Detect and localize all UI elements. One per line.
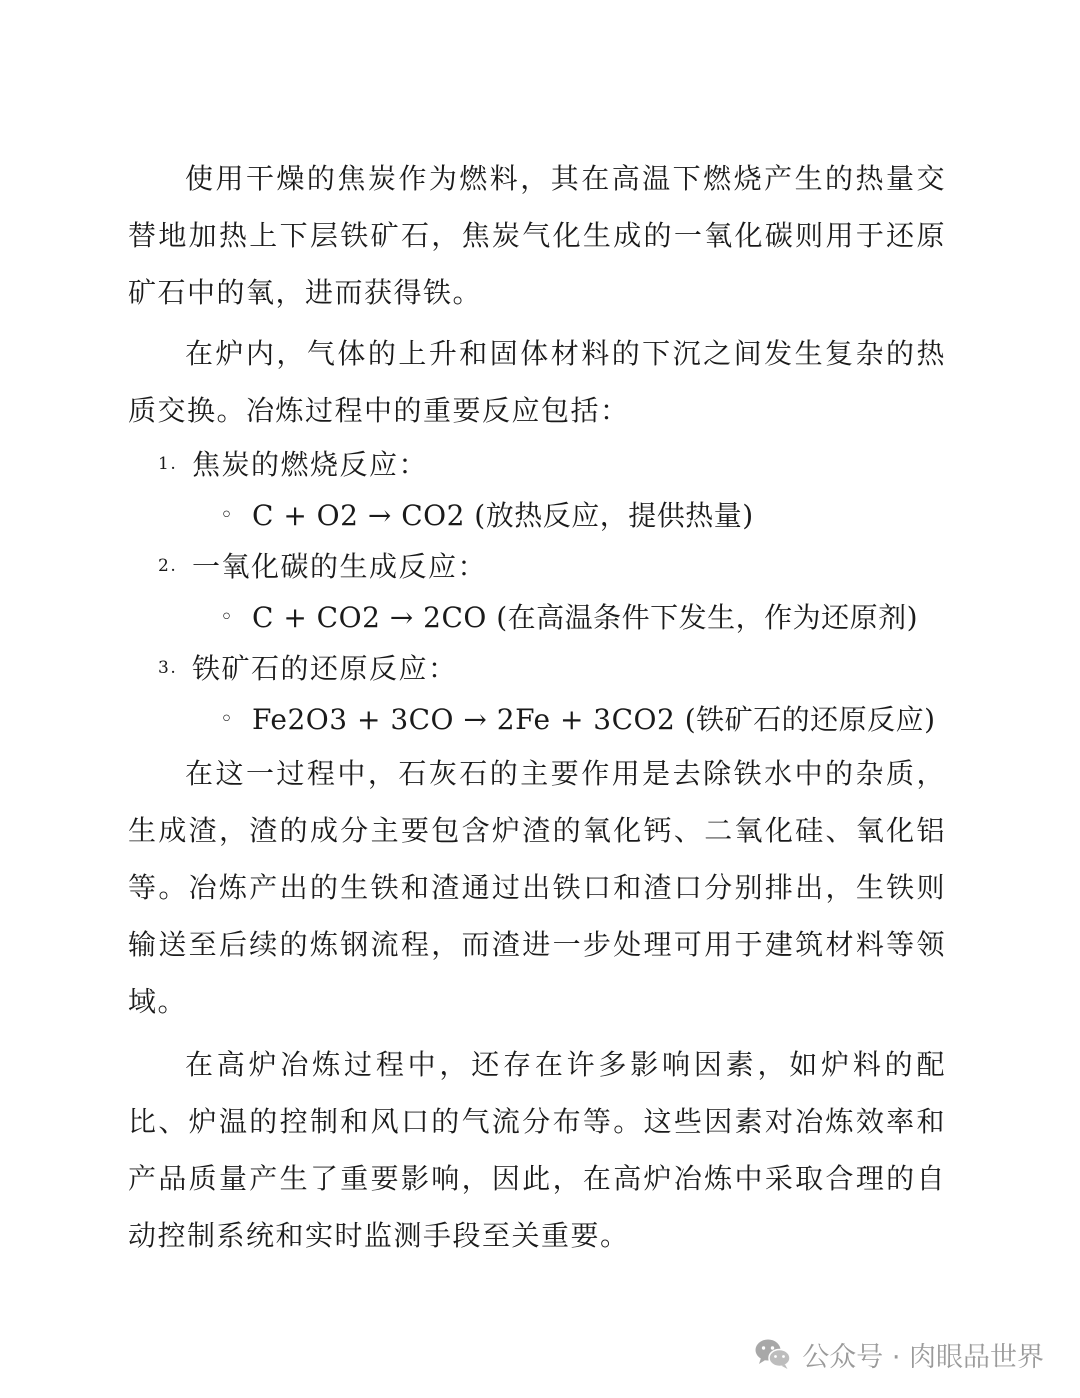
bullet-icon: ◦ — [220, 707, 234, 732]
paragraph-limestone-slag: 在这一过程中，石灰石的主要作用是去除铁水中的杂质，生成渣，渣的成分主要包含炉渣的氧化钙、二氧化硅、氧化铝等。冶炼产出的生铁和渣通过出铁口和渣口分别排出，生铁则输送至后续的炼钢流程，而渣进一步处理可用于建筑材料等领域。 — [128, 757, 946, 1018]
reaction-equation: Fe2O3 + 3CO → 2Fe + 3CO2 (铁矿石的还原反应) — [252, 703, 936, 736]
list-subitem — [128, 592, 946, 643]
watermark-label: 公众号 · 肉眼品世界 — [802, 1341, 1044, 1373]
document-body — [128, 150, 946, 1264]
list-subitem — [128, 490, 946, 541]
bullet-icon: ◦ — [220, 503, 234, 528]
paragraph-coke-fuel: 使用干燥的焦炭作为燃料，其在高温下燃烧产生的热量交替地加热上下层铁矿石，焦炭气化生成的一氧化碳则用于还原矿石中的氧，进而获得铁。 — [128, 162, 946, 309]
wechat-icon — [754, 1337, 792, 1371]
reaction-equation: C + O2 → CO2 (放热反应，提供热量) — [252, 499, 754, 532]
reaction-list — [128, 439, 946, 745]
paragraph-heat-exchange: 在炉内，气体的上升和固体材料的下沉之间发生复杂的热质交换。冶炼过程中的重要反应包括： — [128, 337, 946, 427]
list-item — [128, 439, 946, 490]
list-subitem — [128, 694, 946, 745]
reaction-equation: C + CO2 → 2CO (在高温条件下发生，作为还原剂) — [252, 601, 919, 634]
bullet-icon: ◦ — [220, 605, 234, 630]
list-number: 2. — [158, 556, 178, 576]
list-item — [128, 643, 946, 694]
reaction-title: 焦炭的燃烧反应： — [192, 448, 429, 481]
list-item — [128, 541, 946, 592]
list-number: 1. — [158, 454, 178, 474]
reaction-title: 一氧化碳的生成反应： — [192, 550, 488, 583]
list-number: 3. — [158, 658, 178, 678]
paragraph-influencing-factors: 在高炉冶炼过程中，还存在许多影响因素，如炉料的配比、炉温的控制和风口的气流分布等。这些因素对冶炼效率和产品质量产生了重要影响，因此，在高炉冶炼中采取合理的自动控制系统和实时监测手段至关重要。 — [128, 1048, 946, 1252]
watermark — [754, 1332, 1044, 1376]
reaction-title: 铁矿石的还原反应： — [192, 652, 458, 685]
